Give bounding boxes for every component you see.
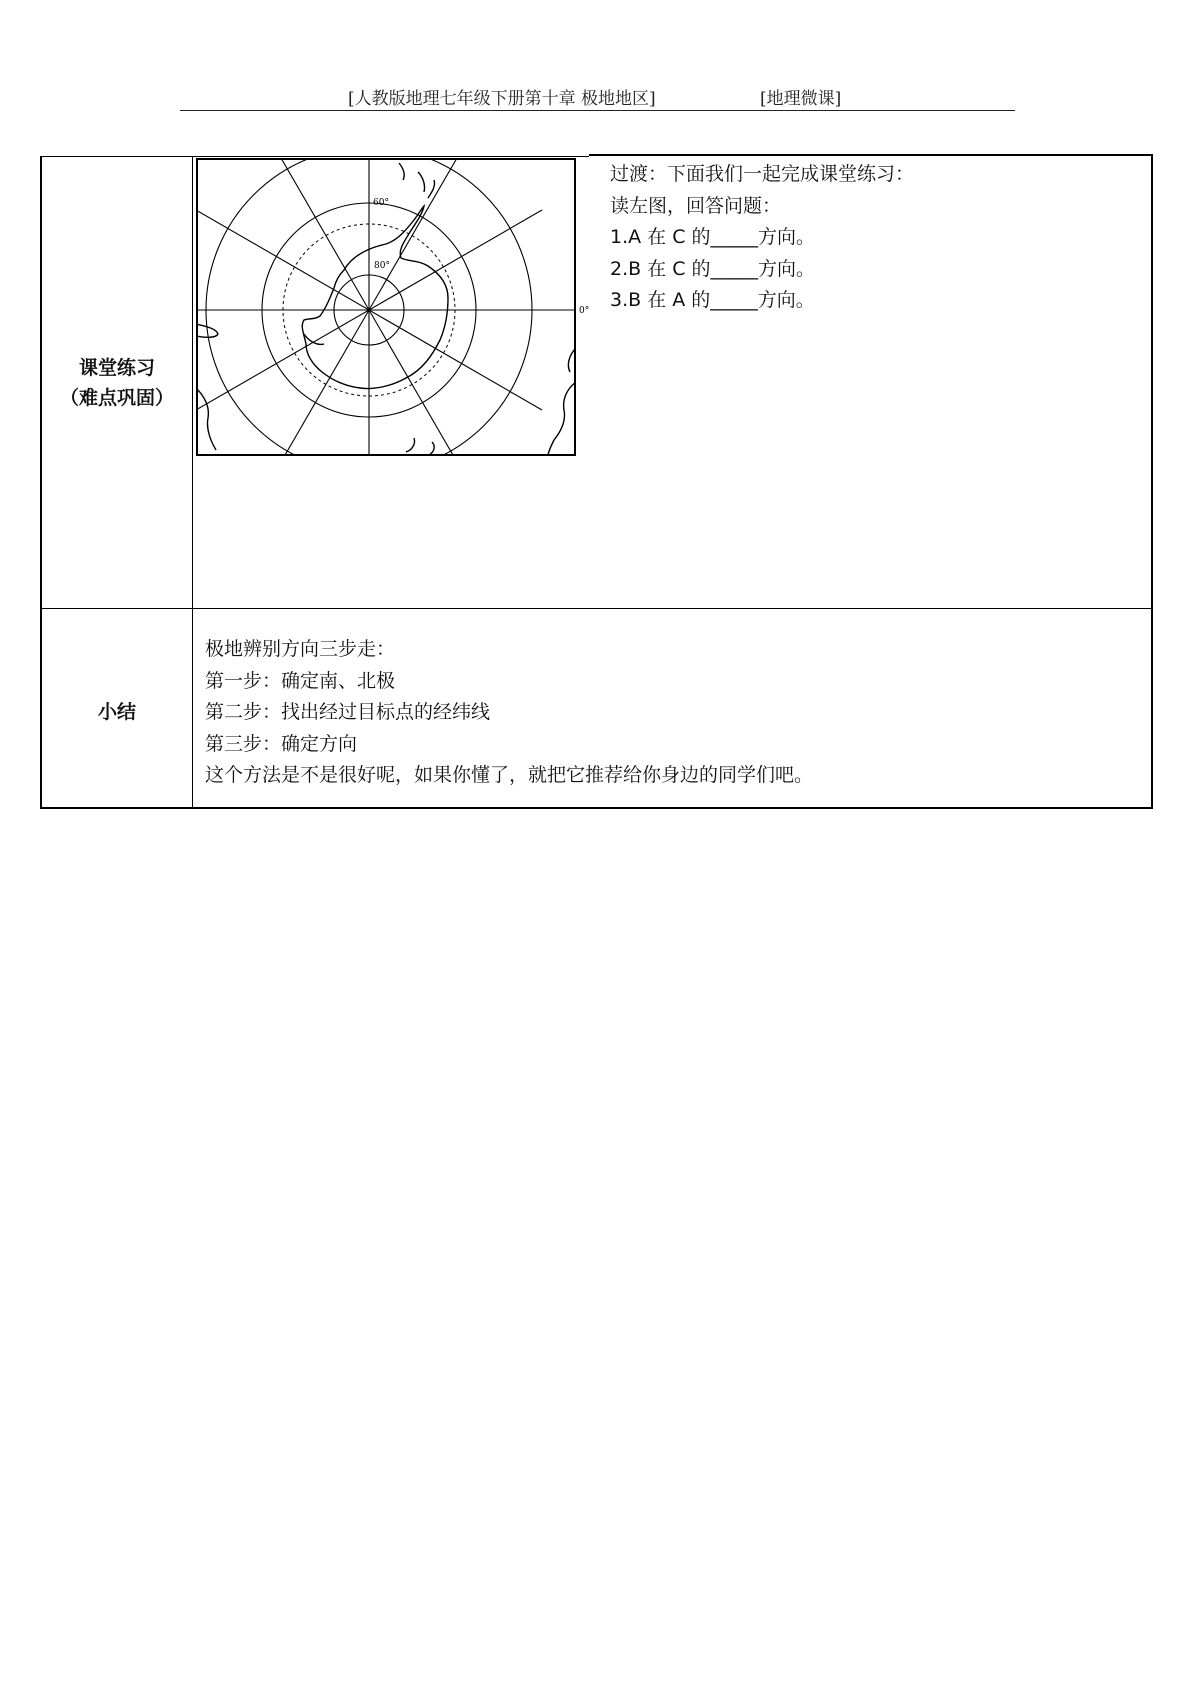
question-2: 2.B 在 C 的_____方向。 [610, 257, 816, 280]
practice-label-sub: （难点巩固） [59, 387, 174, 409]
question-3: 3.B 在 A 的_____方向。 [610, 289, 815, 311]
page-header [180, 84, 1015, 111]
table-top-border-right [589, 154, 1153, 156]
map-label-60: 60° [373, 198, 389, 208]
table-top-border-left [42, 156, 589, 157]
summary-closing: 这个方法是不是很好呢，如果你懂了，就把它推荐给你身边的同学们吧。 [205, 764, 814, 786]
lesson-table [40, 156, 1153, 809]
summary-step-2: 第二步：找出经过目标点的经纬线 [205, 701, 491, 723]
question-1: 1.A 在 C 的_____方向。 [610, 226, 816, 248]
summary-heading: 极地辨别方向三步走： [205, 638, 396, 660]
practice-row-label [42, 353, 192, 413]
header-title: [人教版地理七年级下册第十章 极地地区] [348, 89, 656, 109]
summary-content [205, 634, 813, 792]
column-divider [192, 156, 193, 807]
questions-instruction: 读左图，回答问题： [610, 194, 782, 217]
row-divider [42, 608, 1151, 609]
practice-questions [610, 159, 914, 317]
header-tag: [地理微课] [760, 89, 842, 109]
practice-label-main: 课堂练习 [78, 357, 155, 379]
questions-intro: 过渡：下面我们一起完成课堂练习： [610, 163, 915, 185]
map-label-80: 80° [374, 261, 390, 271]
summary-step-3: 第三步：确定方向 [205, 732, 358, 755]
summary-step-1: 第一步：确定南、北极 [205, 669, 396, 692]
antarctica-polar-map [196, 158, 590, 456]
summary-row-label: 小结 [97, 701, 136, 723]
map-label-0: 0° [579, 306, 590, 316]
